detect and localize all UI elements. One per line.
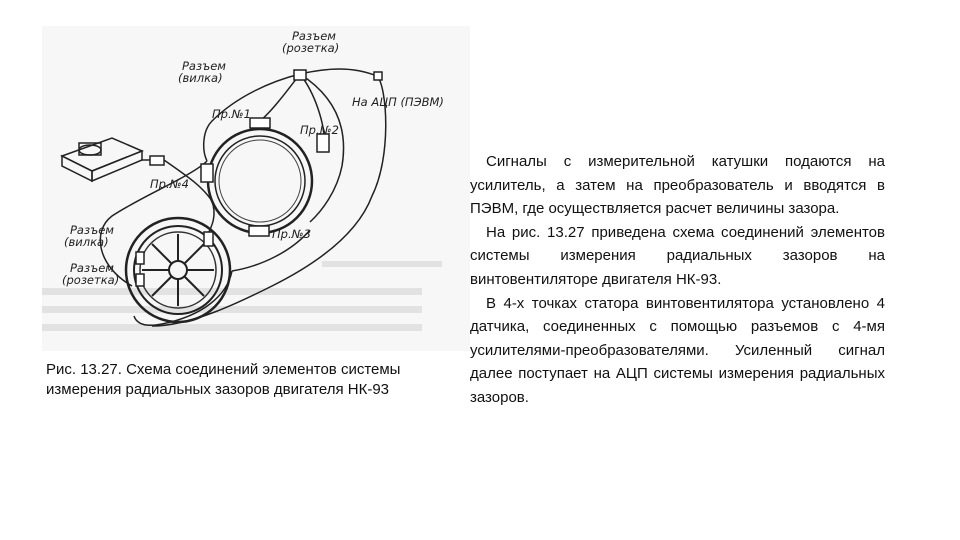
label-probe-2: Пр.№2 xyxy=(300,123,339,137)
connection-diagram xyxy=(42,26,470,351)
label-connector-socket-top: Разъем (розетка) xyxy=(282,29,340,55)
label-connector-socket-bottom: Разъем (розетка) xyxy=(62,261,120,287)
label-probe-4: Пр.№4 xyxy=(150,177,189,191)
figure-caption: Рис. 13.27. Схема соединений элементов системы измерения радиальных зазоров двигателя НК-93 xyxy=(46,361,401,398)
paragraph-1: Сигналы с измерительной катушки подаются на усилитель, а затем на преобразователь и вводятся в ПЭВМ, где осуществляется расчет величины зазора. xyxy=(470,153,885,218)
label-probe-3: Пр.№3 xyxy=(272,227,311,241)
paragraph-3: В 4-х точках статора винтовентилятора установлено 4 датчика, соединенных с помощью разъемов с 4-мя усилителями-преобразователями. Усиленный сигнал далее поступает на АЦП системы измерения радиальных зазоров. xyxy=(470,294,885,406)
label-connector-plug-top: Разъем (вилка) xyxy=(178,59,226,85)
body-text xyxy=(470,150,885,410)
label-connector-plug-bottom: Разъем (вилка) xyxy=(64,223,114,249)
paragraph-2: На рис. 13.27 приведена схема соединений элементов системы измерения радиальных зазоров на винтовентиляторе двигателя НК-93. xyxy=(470,223,885,288)
diagram-drawing xyxy=(42,26,470,351)
label-adc: На АЦП (ПЭВМ) xyxy=(352,95,444,109)
label-probe-1: Пр.№1 xyxy=(212,107,251,121)
